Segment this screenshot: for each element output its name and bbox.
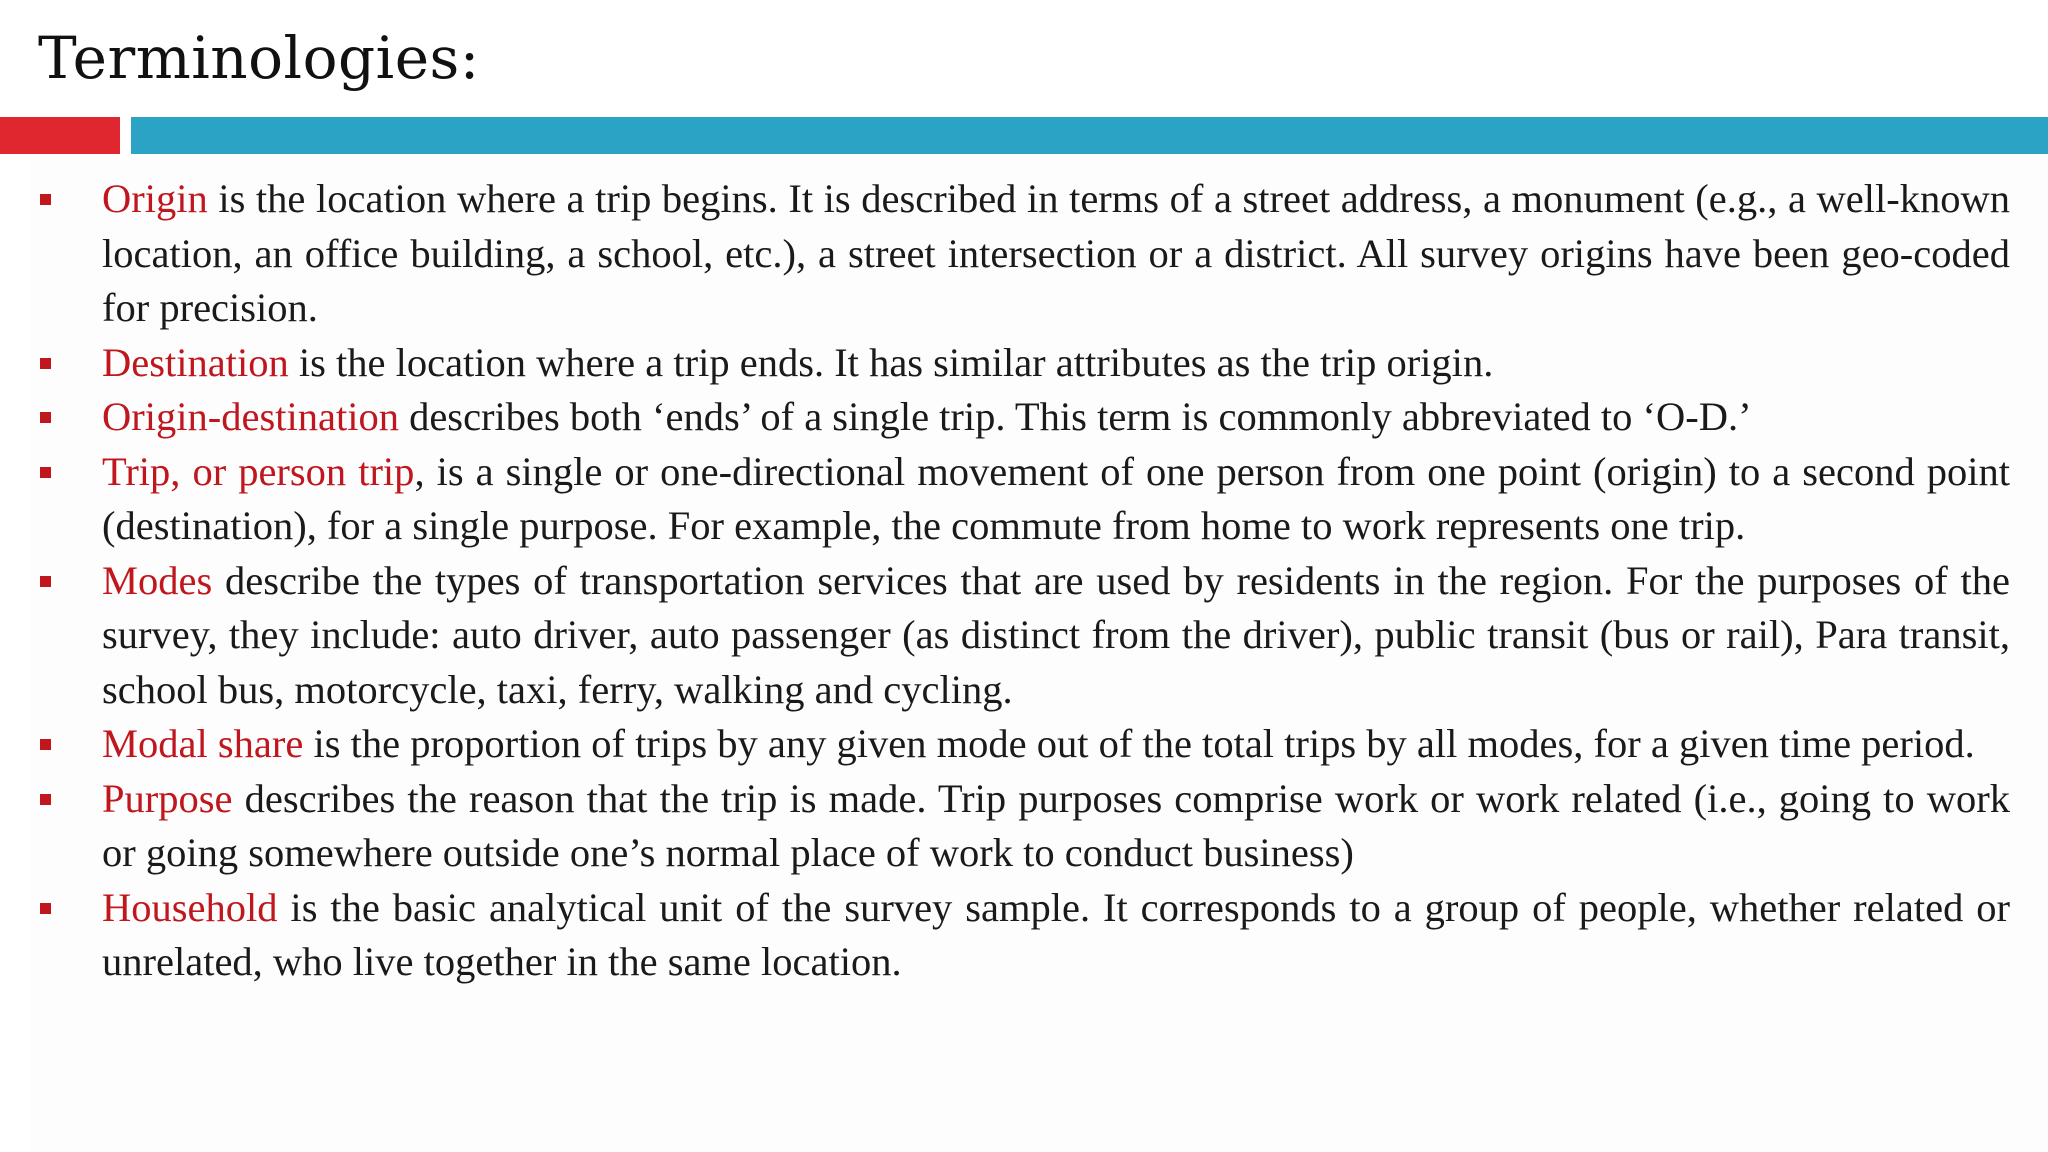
term-definition: describes the reason that the trip is made. Trip purposes comprise work or work related (i.e., going to work or going somewhere outside one’s normal place of work to conduct business) (102, 775, 2010, 875)
term-label: Destination (102, 339, 289, 385)
terminology-list (0, 172, 2048, 990)
term-definition: is the location where a trip begins. It is described in terms of a street address, a monument (e.g., a well-known location, an office building, a school, etc.), a street intersection or a district. All survey origins have been geo-coded for precision. (102, 176, 2010, 330)
square-bullet-icon (40, 467, 51, 478)
square-bullet-icon (40, 194, 51, 205)
slide-title: Terminologies: (38, 24, 480, 92)
term-label: Trip, or person trip (102, 448, 415, 494)
term-label: Origin (102, 176, 208, 221)
term-definition: is the basic analytical unit of the survey sample. It corresponds to a group of people, whether related or unrelated, who live together in the same location. (102, 884, 2010, 984)
term-definition: describe the types of transportation services that are used by residents in the region. For the purposes of the survey, they include: auto driver, auto passenger (as distinct from the driver), public transit (bus or rail), Para transit, school bus, motorcycle, taxi, ferry, walking and cycling. (102, 557, 2010, 712)
term-definition: describes both ‘ends’ of a single trip. This term is commonly abbreviated to ‘O-D.’ (398, 394, 1752, 439)
term-item-modes (0, 554, 2048, 718)
square-bullet-icon (40, 739, 51, 750)
term-item-household (0, 881, 2048, 990)
term-definition: , is a single or one-directional movement of one person from one point (origin) to a second point (destination), for a single purpose. For example, the commute from home to work represents one trip. (102, 448, 2010, 548)
term-definition: is the proportion of trips by any given mode out of the total trips by all modes, for a given time period. (303, 721, 1975, 766)
term-label: Modes (102, 557, 213, 603)
term-item-purpose (0, 772, 2048, 881)
square-bullet-icon (40, 358, 51, 369)
square-bullet-icon (40, 903, 51, 914)
term-item-origin-destination (0, 390, 2048, 445)
term-definition: is the location where a trip ends. It has similar attributes as the trip origin. (288, 339, 1494, 385)
title-accent-bar-blue (131, 117, 2048, 154)
term-item-modal-share (0, 717, 2048, 772)
term-item-destination (0, 336, 2048, 391)
term-label: Purpose (102, 775, 233, 821)
term-item-trip (0, 445, 2048, 554)
square-bullet-icon (40, 794, 51, 805)
square-bullet-icon (40, 412, 51, 423)
term-item-origin (0, 172, 2048, 336)
term-label: Origin-destination (102, 394, 399, 439)
square-bullet-icon (40, 576, 51, 587)
title-accent-bar-red (0, 117, 120, 154)
term-label: Household (102, 884, 278, 930)
term-label: Modal share (102, 721, 304, 766)
